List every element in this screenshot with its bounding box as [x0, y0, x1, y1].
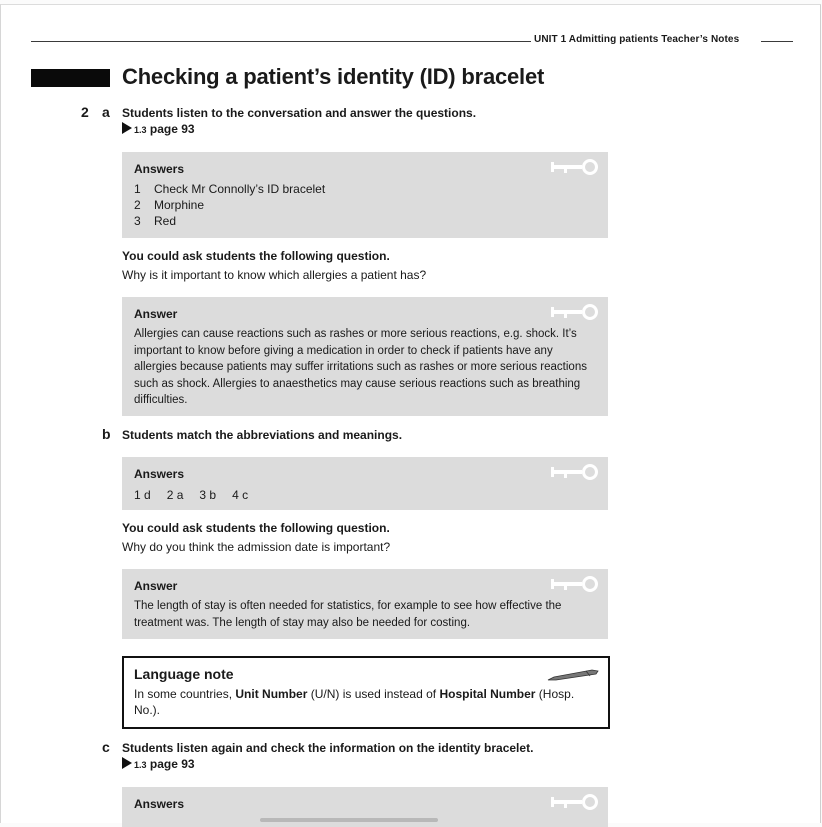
key-icon: [550, 576, 600, 592]
key-icon: [550, 304, 600, 320]
list-item: 2 Morphine: [134, 198, 205, 212]
extra-question-2a: Why is it important to know which allergies a patient has?: [122, 268, 427, 282]
answer-title: Answer: [134, 307, 178, 321]
answer-box-2b: [122, 457, 608, 510]
answers-title: Answers: [134, 797, 185, 811]
exercise-letter-b: b: [102, 426, 111, 442]
instruction-2a: Students listen to the conversation and answer the questions.: [122, 106, 477, 120]
answers-title: Answers: [134, 162, 185, 176]
header-rule-right: [761, 41, 793, 42]
audio-track: 1.3: [134, 760, 147, 770]
list-item: 1 d: [134, 488, 151, 502]
extra-intro-2b: You could ask students the following question.: [122, 521, 390, 535]
answer-box-2a: [122, 152, 608, 238]
audio-ref-2c[interactable]: [122, 757, 195, 771]
list-item: 2 a: [166, 488, 184, 502]
answer-box-admission: [122, 569, 608, 639]
key-icon: [550, 159, 600, 175]
section-title: Checking a patient’s identity (ID) bracelet: [122, 64, 545, 89]
answer-box-allergies: [122, 297, 608, 416]
answer-text: Allergies can cause reactions such as rashes or more serious reactions, e.g. shock. It’s important to know before giving a medication in order to check if patients have any allergies because patients may suffer irritations such as rashes or more serious reactions such as shock. Allergies to anaesthetics may cause serious reactions such as breathing difficulties.: [134, 328, 587, 406]
answer-list-2b: [134, 486, 596, 504]
document-page: [0, 4, 821, 823]
list-item: 1 Check Mr Connolly’s ID bracelet: [134, 182, 326, 196]
list-item: 3 Red: [134, 214, 177, 228]
answers-title: Answers: [134, 467, 185, 481]
play-icon: [122, 122, 132, 134]
audio-ref-2a[interactable]: [122, 122, 195, 136]
list-item: 3 b: [199, 488, 217, 502]
pen-icon: [546, 668, 602, 682]
instruction-2b: Students match the abbreviations and meanings.: [122, 428, 403, 442]
extra-intro-2a: You could ask students the following question.: [122, 249, 390, 263]
exercise-letter-a: a: [102, 104, 110, 120]
exercise-letter-c: c: [102, 739, 110, 755]
answer-text: The length of stay is often needed for statistics, for example to see how effective the treatment was. The length of stay may also be needed for costing.: [134, 600, 562, 629]
audio-page: page 93: [149, 757, 195, 771]
key-icon: [550, 794, 600, 810]
horizontal-scrollbar[interactable]: [260, 818, 438, 822]
instruction-2c: Students listen again and check the information on the identity bracelet.: [122, 741, 534, 755]
key-icon: [550, 464, 600, 480]
audio-track: 1.3: [134, 125, 147, 135]
answer-title: Answer: [134, 579, 178, 593]
running-head: UNIT 1 Admitting patients Teacher’s Notes: [534, 34, 740, 45]
language-note: [122, 656, 610, 729]
language-note-title: Language note: [134, 666, 234, 682]
exercise-number: 2: [81, 104, 89, 120]
audio-page: page 93: [149, 122, 195, 136]
title-marker-bar: [31, 69, 110, 87]
extra-question-2b: Why do you think the admission date is important?: [122, 540, 391, 554]
list-item: 4 c: [232, 488, 249, 502]
answer-list-2a: [134, 181, 596, 229]
language-note-text: In some countries, Unit Number (U/N) is used instead of Hospital Number (Hosp. No.).: [134, 687, 575, 717]
play-icon: [122, 757, 132, 769]
header-rule-left: [31, 41, 531, 42]
